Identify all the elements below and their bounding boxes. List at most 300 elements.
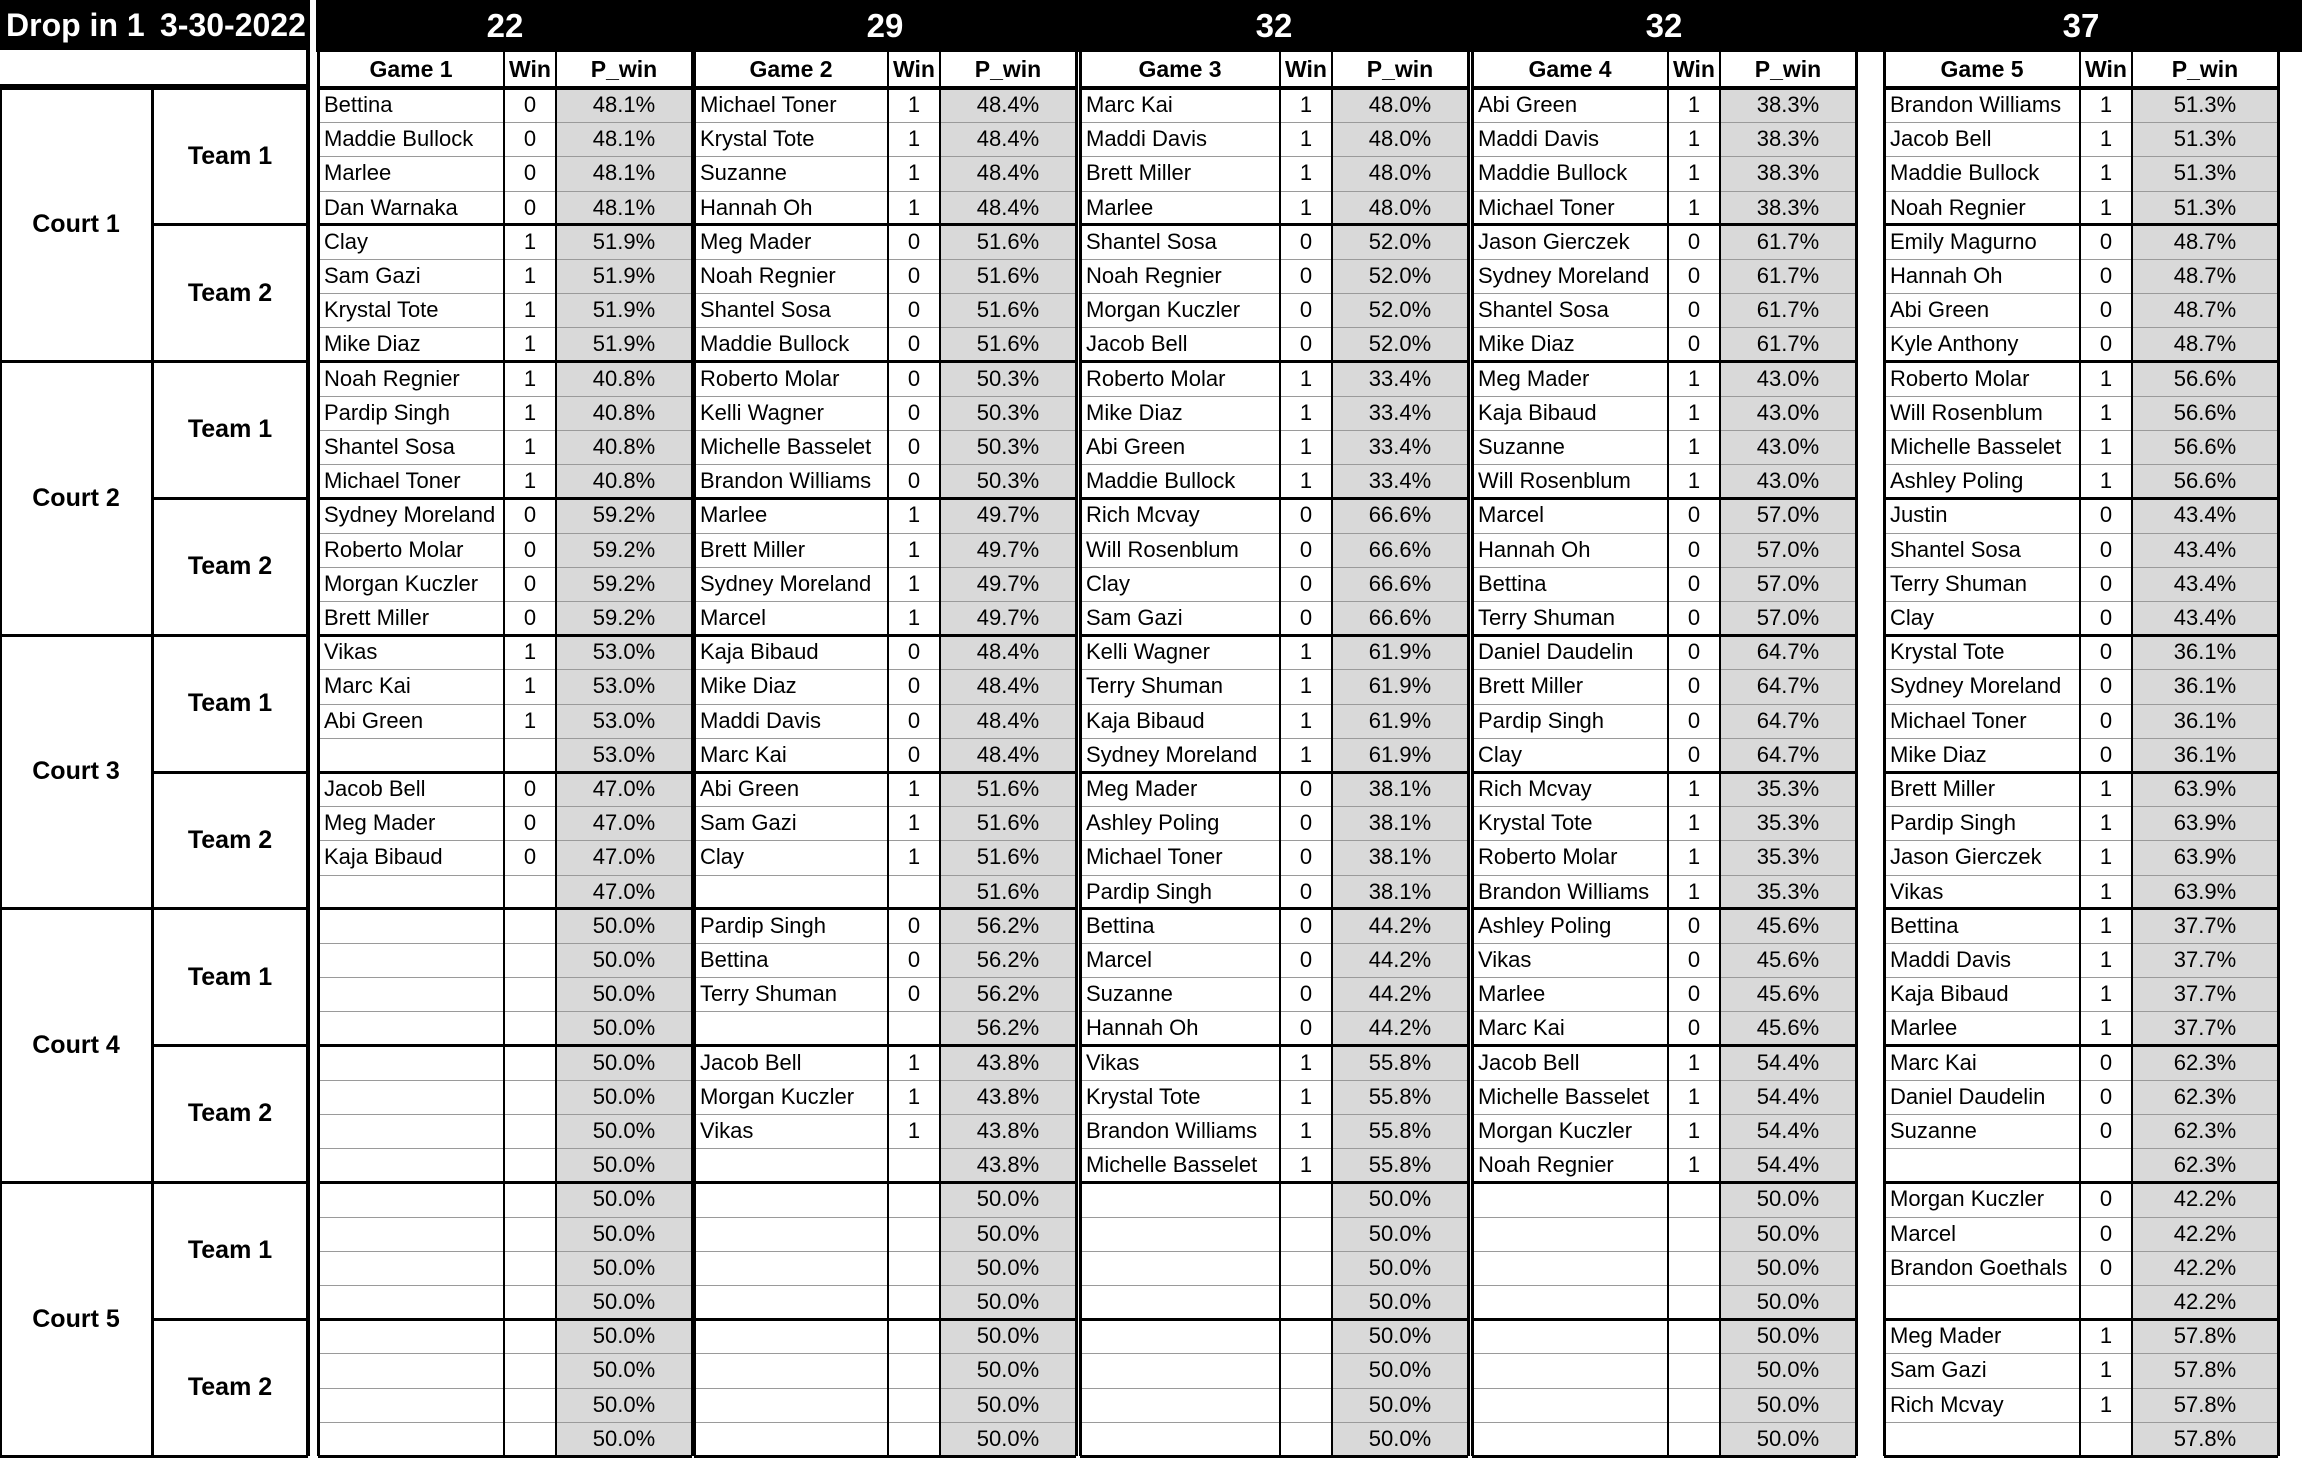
player-name-cell[interactable] bbox=[318, 1217, 504, 1251]
pwin-cell[interactable]: 42.2% bbox=[2132, 1182, 2278, 1216]
win-cell[interactable] bbox=[1668, 1285, 1720, 1319]
pwin-cell[interactable]: 50.0% bbox=[556, 977, 692, 1011]
win-cell[interactable]: 0 bbox=[888, 635, 940, 669]
win-cell[interactable]: 0 bbox=[1668, 704, 1720, 738]
pwin-cell[interactable]: 51.9% bbox=[556, 259, 692, 293]
win-cell[interactable]: 0 bbox=[1668, 1011, 1720, 1045]
player-name-cell[interactable]: Noah Regnier bbox=[1884, 191, 2080, 225]
player-name-cell[interactable] bbox=[318, 943, 504, 977]
pwin-cell[interactable]: 50.0% bbox=[1332, 1251, 1468, 1285]
pwin-cell[interactable]: 33.4% bbox=[1332, 430, 1468, 464]
player-name-cell[interactable]: Marc Kai bbox=[318, 669, 504, 703]
player-name-cell[interactable]: Ashley Poling bbox=[1884, 464, 2080, 498]
player-name-cell[interactable]: Brandon Williams bbox=[694, 464, 888, 498]
player-name-cell[interactable]: Marcel bbox=[1884, 1217, 2080, 1251]
pwin-cell[interactable]: 50.0% bbox=[556, 1388, 692, 1422]
win-cell[interactable] bbox=[1668, 1182, 1720, 1216]
win-cell[interactable]: 1 bbox=[2080, 362, 2132, 396]
pwin-cell[interactable]: 50.0% bbox=[940, 1319, 1076, 1353]
player-name-cell[interactable] bbox=[694, 1011, 888, 1045]
player-name-cell[interactable]: Roberto Molar bbox=[1472, 840, 1668, 874]
win-cell[interactable] bbox=[888, 1285, 940, 1319]
player-name-cell[interactable]: Pardip Singh bbox=[318, 396, 504, 430]
player-name-cell[interactable]: Emily Magurno bbox=[1884, 225, 2080, 259]
pwin-cell[interactable]: 50.0% bbox=[940, 1353, 1076, 1387]
pwin-cell[interactable]: 64.7% bbox=[1720, 669, 1856, 703]
win-cell[interactable] bbox=[1280, 1182, 1332, 1216]
win-cell[interactable]: 0 bbox=[1668, 293, 1720, 327]
win-cell[interactable]: 0 bbox=[504, 122, 556, 156]
win-cell[interactable]: 0 bbox=[1668, 327, 1720, 361]
pwin-cell[interactable]: 66.6% bbox=[1332, 567, 1468, 601]
win-cell[interactable]: 1 bbox=[1668, 396, 1720, 430]
player-name-cell[interactable]: Michelle Basselet bbox=[1884, 430, 2080, 464]
win-cell[interactable]: 0 bbox=[1668, 909, 1720, 943]
win-cell[interactable]: 1 bbox=[2080, 191, 2132, 225]
pwin-cell[interactable]: 61.7% bbox=[1720, 327, 1856, 361]
player-name-cell[interactable]: Pardip Singh bbox=[694, 909, 888, 943]
win-cell[interactable]: 0 bbox=[1280, 909, 1332, 943]
pwin-cell[interactable]: 51.3% bbox=[2132, 88, 2278, 122]
player-name-cell[interactable]: Marc Kai bbox=[1884, 1046, 2080, 1080]
win-cell[interactable] bbox=[1280, 1388, 1332, 1422]
player-name-cell[interactable]: Terry Shuman bbox=[1884, 567, 2080, 601]
win-cell[interactable]: 1 bbox=[888, 806, 940, 840]
pwin-cell[interactable]: 53.0% bbox=[556, 704, 692, 738]
player-name-cell[interactable]: Ashley Poling bbox=[1472, 909, 1668, 943]
pwin-cell[interactable]: 38.1% bbox=[1332, 875, 1468, 909]
win-cell[interactable]: 1 bbox=[1668, 772, 1720, 806]
player-name-cell[interactable]: Noah Regnier bbox=[318, 362, 504, 396]
pwin-cell[interactable]: 52.0% bbox=[1332, 259, 1468, 293]
pwin-cell[interactable]: 62.3% bbox=[2132, 1080, 2278, 1114]
player-name-cell[interactable]: Marlee bbox=[318, 156, 504, 190]
player-name-cell[interactable] bbox=[318, 977, 504, 1011]
pwin-cell[interactable]: 48.4% bbox=[940, 88, 1076, 122]
win-cell[interactable]: 0 bbox=[1280, 259, 1332, 293]
player-name-cell[interactable] bbox=[1472, 1285, 1668, 1319]
player-name-cell[interactable] bbox=[694, 1285, 888, 1319]
pwin-cell[interactable]: 50.0% bbox=[556, 1080, 692, 1114]
win-cell[interactable] bbox=[1280, 1353, 1332, 1387]
player-name-cell[interactable] bbox=[1080, 1422, 1280, 1456]
player-name-cell[interactable] bbox=[318, 1353, 504, 1387]
pwin-cell[interactable]: 43.8% bbox=[940, 1046, 1076, 1080]
pwin-cell[interactable]: 56.2% bbox=[940, 1011, 1076, 1045]
win-cell[interactable] bbox=[504, 1422, 556, 1456]
pwin-cell[interactable]: 50.0% bbox=[1332, 1285, 1468, 1319]
win-cell[interactable]: 1 bbox=[1668, 875, 1720, 909]
pwin-cell[interactable]: 50.3% bbox=[940, 464, 1076, 498]
win-cell[interactable] bbox=[1280, 1285, 1332, 1319]
win-cell[interactable]: 0 bbox=[2080, 1114, 2132, 1148]
win-cell[interactable] bbox=[1280, 1251, 1332, 1285]
win-cell[interactable] bbox=[504, 738, 556, 772]
pwin-cell[interactable]: 55.8% bbox=[1332, 1046, 1468, 1080]
player-name-cell[interactable]: Daniel Daudelin bbox=[1884, 1080, 2080, 1114]
player-name-cell[interactable]: Suzanne bbox=[1472, 430, 1668, 464]
player-name-cell[interactable] bbox=[694, 1217, 888, 1251]
player-name-cell[interactable]: Jacob Bell bbox=[318, 772, 504, 806]
player-name-cell[interactable]: Sam Gazi bbox=[1884, 1353, 2080, 1387]
pwin-cell[interactable]: 43.0% bbox=[1720, 464, 1856, 498]
player-name-cell[interactable]: Sam Gazi bbox=[1080, 601, 1280, 635]
win-cell[interactable]: 0 bbox=[888, 362, 940, 396]
player-name-cell[interactable]: Abi Green bbox=[318, 704, 504, 738]
pwin-cell[interactable]: 48.4% bbox=[940, 156, 1076, 190]
win-cell[interactable]: 1 bbox=[1280, 88, 1332, 122]
player-name-cell[interactable] bbox=[1080, 1319, 1280, 1353]
pwin-cell[interactable]: 43.4% bbox=[2132, 533, 2278, 567]
win-cell[interactable]: 1 bbox=[1668, 430, 1720, 464]
win-cell[interactable]: 0 bbox=[1280, 293, 1332, 327]
win-cell[interactable]: 0 bbox=[888, 943, 940, 977]
pwin-cell[interactable]: 55.8% bbox=[1332, 1148, 1468, 1182]
player-name-cell[interactable]: Suzanne bbox=[1080, 977, 1280, 1011]
pwin-cell[interactable]: 48.1% bbox=[556, 88, 692, 122]
win-cell[interactable] bbox=[888, 1251, 940, 1285]
player-name-cell[interactable] bbox=[1472, 1388, 1668, 1422]
player-name-cell[interactable] bbox=[318, 875, 504, 909]
player-name-cell[interactable]: Maddi Davis bbox=[1884, 943, 2080, 977]
win-cell[interactable]: 1 bbox=[504, 293, 556, 327]
win-cell[interactable]: 0 bbox=[1280, 327, 1332, 361]
pwin-cell[interactable]: 48.4% bbox=[940, 704, 1076, 738]
player-name-cell[interactable] bbox=[1472, 1217, 1668, 1251]
pwin-cell[interactable]: 51.6% bbox=[940, 293, 1076, 327]
win-cell[interactable]: 0 bbox=[1668, 669, 1720, 703]
player-name-cell[interactable]: Suzanne bbox=[694, 156, 888, 190]
player-name-cell[interactable] bbox=[694, 1422, 888, 1456]
win-cell[interactable]: 1 bbox=[1280, 156, 1332, 190]
win-cell[interactable]: 1 bbox=[2080, 1353, 2132, 1387]
player-name-cell[interactable] bbox=[1080, 1285, 1280, 1319]
win-cell[interactable]: 1 bbox=[2080, 772, 2132, 806]
win-cell[interactable] bbox=[1668, 1217, 1720, 1251]
win-cell[interactable]: 0 bbox=[1668, 635, 1720, 669]
win-cell[interactable]: 1 bbox=[2080, 1011, 2132, 1045]
player-name-cell[interactable]: Ashley Poling bbox=[1080, 806, 1280, 840]
pwin-cell[interactable]: 43.4% bbox=[2132, 498, 2278, 532]
pwin-cell[interactable]: 54.4% bbox=[1720, 1148, 1856, 1182]
player-name-cell[interactable] bbox=[318, 1148, 504, 1182]
pwin-cell[interactable]: 57.0% bbox=[1720, 498, 1856, 532]
pwin-cell[interactable]: 51.3% bbox=[2132, 156, 2278, 190]
player-name-cell[interactable]: Brandon Goethals bbox=[1884, 1251, 2080, 1285]
pwin-cell[interactable]: 35.3% bbox=[1720, 772, 1856, 806]
pwin-cell[interactable]: 48.1% bbox=[556, 191, 692, 225]
player-name-cell[interactable]: Jason Gierczek bbox=[1472, 225, 1668, 259]
win-cell[interactable] bbox=[1668, 1251, 1720, 1285]
pwin-cell[interactable]: 45.6% bbox=[1720, 1011, 1856, 1045]
win-cell[interactable] bbox=[888, 1217, 940, 1251]
win-cell[interactable]: 0 bbox=[2080, 738, 2132, 772]
win-cell[interactable]: 1 bbox=[1668, 464, 1720, 498]
player-name-cell[interactable]: Rich Mcvay bbox=[1884, 1388, 2080, 1422]
win-cell[interactable] bbox=[888, 1319, 940, 1353]
pwin-cell[interactable]: 38.1% bbox=[1332, 840, 1468, 874]
player-name-cell[interactable]: Maddie Bullock bbox=[1080, 464, 1280, 498]
player-name-cell[interactable]: Vikas bbox=[1080, 1046, 1280, 1080]
pwin-cell[interactable]: 43.8% bbox=[940, 1148, 1076, 1182]
player-name-cell[interactable]: Michael Toner bbox=[1080, 840, 1280, 874]
pwin-cell[interactable]: 36.1% bbox=[2132, 704, 2278, 738]
pwin-cell[interactable]: 50.0% bbox=[1332, 1422, 1468, 1456]
win-cell[interactable] bbox=[504, 909, 556, 943]
win-cell[interactable] bbox=[888, 875, 940, 909]
player-name-cell[interactable]: Sam Gazi bbox=[694, 806, 888, 840]
win-cell[interactable] bbox=[504, 1114, 556, 1148]
win-cell[interactable]: 1 bbox=[1280, 396, 1332, 430]
player-name-cell[interactable]: Mike Diaz bbox=[1080, 396, 1280, 430]
pwin-cell[interactable]: 50.0% bbox=[556, 1182, 692, 1216]
player-name-cell[interactable]: Morgan Kuczler bbox=[1472, 1114, 1668, 1148]
pwin-cell[interactable]: 37.7% bbox=[2132, 1011, 2278, 1045]
win-cell[interactable]: 1 bbox=[888, 840, 940, 874]
win-cell[interactable]: 0 bbox=[2080, 1182, 2132, 1216]
pwin-cell[interactable]: 50.0% bbox=[556, 1319, 692, 1353]
pwin-cell[interactable]: 48.4% bbox=[940, 669, 1076, 703]
win-cell[interactable]: 0 bbox=[2080, 1251, 2132, 1285]
player-name-cell[interactable]: Mike Diaz bbox=[1884, 738, 2080, 772]
pwin-cell[interactable]: 50.0% bbox=[1720, 1388, 1856, 1422]
win-cell[interactable]: 0 bbox=[888, 977, 940, 1011]
player-name-cell[interactable] bbox=[318, 1285, 504, 1319]
win-cell[interactable]: 1 bbox=[1280, 122, 1332, 156]
player-name-cell[interactable]: Sydney Moreland bbox=[694, 567, 888, 601]
win-cell[interactable] bbox=[504, 1217, 556, 1251]
player-name-cell[interactable]: Noah Regnier bbox=[1080, 259, 1280, 293]
win-cell[interactable]: 0 bbox=[2080, 601, 2132, 635]
player-name-cell[interactable] bbox=[318, 1182, 504, 1216]
player-name-cell[interactable]: Abi Green bbox=[1884, 293, 2080, 327]
win-cell[interactable]: 1 bbox=[1668, 840, 1720, 874]
win-cell[interactable]: 1 bbox=[504, 396, 556, 430]
win-cell[interactable]: 1 bbox=[888, 122, 940, 156]
player-name-cell[interactable] bbox=[1884, 1285, 2080, 1319]
pwin-cell[interactable]: 50.0% bbox=[1332, 1353, 1468, 1387]
pwin-cell[interactable]: 50.0% bbox=[940, 1285, 1076, 1319]
win-cell[interactable]: 1 bbox=[1280, 669, 1332, 703]
player-name-cell[interactable]: Kaja Bibaud bbox=[1472, 396, 1668, 430]
pwin-cell[interactable]: 57.0% bbox=[1720, 601, 1856, 635]
win-cell[interactable]: 1 bbox=[504, 704, 556, 738]
player-name-cell[interactable]: Jacob Bell bbox=[694, 1046, 888, 1080]
player-name-cell[interactable]: Mike Diaz bbox=[694, 669, 888, 703]
win-cell[interactable]: 0 bbox=[1280, 533, 1332, 567]
win-cell[interactable]: 1 bbox=[1280, 430, 1332, 464]
win-cell[interactable]: 0 bbox=[2080, 1080, 2132, 1114]
pwin-cell[interactable]: 45.6% bbox=[1720, 977, 1856, 1011]
player-name-cell[interactable]: Rich Mcvay bbox=[1472, 772, 1668, 806]
win-cell[interactable]: 1 bbox=[1668, 362, 1720, 396]
pwin-cell[interactable]: 50.0% bbox=[556, 1148, 692, 1182]
win-cell[interactable]: 0 bbox=[1280, 1011, 1332, 1045]
pwin-cell[interactable]: 64.7% bbox=[1720, 635, 1856, 669]
player-name-cell[interactable] bbox=[1080, 1251, 1280, 1285]
win-cell[interactable]: 0 bbox=[1668, 533, 1720, 567]
pwin-cell[interactable]: 52.0% bbox=[1332, 327, 1468, 361]
pwin-cell[interactable]: 50.0% bbox=[556, 943, 692, 977]
player-name-cell[interactable]: Brandon Williams bbox=[1472, 875, 1668, 909]
win-cell[interactable]: 0 bbox=[2080, 327, 2132, 361]
win-cell[interactable] bbox=[504, 1182, 556, 1216]
pwin-cell[interactable]: 43.8% bbox=[940, 1114, 1076, 1148]
win-cell[interactable]: 1 bbox=[2080, 875, 2132, 909]
pwin-cell[interactable]: 50.0% bbox=[556, 1285, 692, 1319]
pwin-cell[interactable]: 51.6% bbox=[940, 840, 1076, 874]
win-cell[interactable]: 1 bbox=[1668, 1046, 1720, 1080]
win-cell[interactable]: 0 bbox=[1668, 943, 1720, 977]
pwin-cell[interactable]: 40.8% bbox=[556, 396, 692, 430]
win-cell[interactable]: 0 bbox=[888, 704, 940, 738]
win-cell[interactable]: 0 bbox=[504, 156, 556, 190]
win-cell[interactable]: 0 bbox=[504, 498, 556, 532]
player-name-cell[interactable] bbox=[1472, 1319, 1668, 1353]
pwin-cell[interactable]: 50.0% bbox=[940, 1422, 1076, 1456]
pwin-cell[interactable]: 48.0% bbox=[1332, 122, 1468, 156]
win-cell[interactable]: 1 bbox=[888, 191, 940, 225]
player-name-cell[interactable]: Jacob Bell bbox=[1884, 122, 2080, 156]
pwin-cell[interactable]: 55.8% bbox=[1332, 1080, 1468, 1114]
pwin-cell[interactable]: 50.0% bbox=[556, 1114, 692, 1148]
win-cell[interactable]: 1 bbox=[2080, 464, 2132, 498]
pwin-cell[interactable]: 50.3% bbox=[940, 362, 1076, 396]
player-name-cell[interactable]: Kaja Bibaud bbox=[1080, 704, 1280, 738]
player-name-cell[interactable] bbox=[694, 1148, 888, 1182]
win-cell[interactable] bbox=[2080, 1422, 2132, 1456]
player-name-cell[interactable]: Abi Green bbox=[1472, 88, 1668, 122]
player-name-cell[interactable]: Mike Diaz bbox=[318, 327, 504, 361]
win-cell[interactable]: 1 bbox=[888, 567, 940, 601]
pwin-cell[interactable]: 51.6% bbox=[940, 327, 1076, 361]
pwin-cell[interactable]: 57.8% bbox=[2132, 1422, 2278, 1456]
player-name-cell[interactable] bbox=[1472, 1251, 1668, 1285]
pwin-cell[interactable]: 59.2% bbox=[556, 567, 692, 601]
pwin-cell[interactable]: 51.3% bbox=[2132, 122, 2278, 156]
pwin-cell[interactable]: 43.0% bbox=[1720, 396, 1856, 430]
pwin-cell[interactable]: 48.0% bbox=[1332, 191, 1468, 225]
player-name-cell[interactable]: Michelle Basselet bbox=[1080, 1148, 1280, 1182]
pwin-cell[interactable]: 43.0% bbox=[1720, 430, 1856, 464]
win-cell[interactable]: 1 bbox=[888, 156, 940, 190]
win-cell[interactable]: 1 bbox=[1280, 635, 1332, 669]
pwin-cell[interactable]: 33.4% bbox=[1332, 362, 1468, 396]
win-cell[interactable]: 0 bbox=[1280, 225, 1332, 259]
win-cell[interactable] bbox=[888, 1422, 940, 1456]
player-name-cell[interactable]: Krystal Tote bbox=[694, 122, 888, 156]
pwin-cell[interactable]: 36.1% bbox=[2132, 738, 2278, 772]
win-cell[interactable]: 0 bbox=[2080, 567, 2132, 601]
pwin-cell[interactable]: 62.3% bbox=[2132, 1114, 2278, 1148]
player-name-cell[interactable] bbox=[694, 1319, 888, 1353]
win-cell[interactable]: 1 bbox=[2080, 1388, 2132, 1422]
pwin-cell[interactable]: 37.7% bbox=[2132, 943, 2278, 977]
win-cell[interactable]: 0 bbox=[1280, 875, 1332, 909]
pwin-cell[interactable]: 53.0% bbox=[556, 635, 692, 669]
player-name-cell[interactable]: Hannah Oh bbox=[1884, 259, 2080, 293]
win-cell[interactable]: 0 bbox=[1668, 259, 1720, 293]
win-cell[interactable]: 0 bbox=[1668, 498, 1720, 532]
player-name-cell[interactable]: Michelle Basselet bbox=[694, 430, 888, 464]
win-cell[interactable]: 1 bbox=[2080, 1319, 2132, 1353]
pwin-cell[interactable]: 35.3% bbox=[1720, 806, 1856, 840]
player-name-cell[interactable] bbox=[318, 1251, 504, 1285]
pwin-cell[interactable]: 64.7% bbox=[1720, 704, 1856, 738]
win-cell[interactable]: 1 bbox=[888, 1046, 940, 1080]
pwin-cell[interactable]: 55.8% bbox=[1332, 1114, 1468, 1148]
win-cell[interactable]: 0 bbox=[504, 88, 556, 122]
player-name-cell[interactable]: Kaja Bibaud bbox=[694, 635, 888, 669]
pwin-cell[interactable]: 35.3% bbox=[1720, 840, 1856, 874]
player-name-cell[interactable]: Bettina bbox=[1080, 909, 1280, 943]
player-name-cell[interactable] bbox=[318, 909, 504, 943]
win-cell[interactable] bbox=[888, 1148, 940, 1182]
player-name-cell[interactable]: Jason Gierczek bbox=[1884, 840, 2080, 874]
pwin-cell[interactable]: 50.0% bbox=[1720, 1251, 1856, 1285]
player-name-cell[interactable]: Abi Green bbox=[694, 772, 888, 806]
pwin-cell[interactable]: 50.0% bbox=[1720, 1182, 1856, 1216]
pwin-cell[interactable]: 43.4% bbox=[2132, 601, 2278, 635]
player-name-cell[interactable] bbox=[318, 1388, 504, 1422]
player-name-cell[interactable]: Dan Warnaka bbox=[318, 191, 504, 225]
player-name-cell[interactable] bbox=[318, 738, 504, 772]
player-name-cell[interactable] bbox=[1884, 1422, 2080, 1456]
win-cell[interactable]: 1 bbox=[1668, 191, 1720, 225]
player-name-cell[interactable]: Maddi Davis bbox=[1472, 122, 1668, 156]
pwin-cell[interactable]: 47.0% bbox=[556, 840, 692, 874]
player-name-cell[interactable]: Clay bbox=[1080, 567, 1280, 601]
win-cell[interactable] bbox=[2080, 1285, 2132, 1319]
player-name-cell[interactable]: Vikas bbox=[318, 635, 504, 669]
win-cell[interactable]: 0 bbox=[504, 191, 556, 225]
pwin-cell[interactable]: 51.6% bbox=[940, 875, 1076, 909]
win-cell[interactable]: 1 bbox=[888, 88, 940, 122]
win-cell[interactable]: 1 bbox=[1668, 1080, 1720, 1114]
win-cell[interactable]: 0 bbox=[2080, 1217, 2132, 1251]
player-name-cell[interactable]: Morgan Kuczler bbox=[1080, 293, 1280, 327]
pwin-cell[interactable]: 43.0% bbox=[1720, 362, 1856, 396]
win-cell[interactable]: 1 bbox=[1280, 1114, 1332, 1148]
player-name-cell[interactable]: Marlee bbox=[1080, 191, 1280, 225]
pwin-cell[interactable]: 54.4% bbox=[1720, 1080, 1856, 1114]
pwin-cell[interactable]: 66.6% bbox=[1332, 601, 1468, 635]
player-name-cell[interactable]: Vikas bbox=[1472, 943, 1668, 977]
pwin-cell[interactable]: 38.3% bbox=[1720, 122, 1856, 156]
player-name-cell[interactable]: Michael Toner bbox=[318, 464, 504, 498]
pwin-cell[interactable]: 63.9% bbox=[2132, 875, 2278, 909]
pwin-cell[interactable]: 50.0% bbox=[1720, 1285, 1856, 1319]
win-cell[interactable]: 0 bbox=[2080, 704, 2132, 738]
win-cell[interactable]: 1 bbox=[2080, 88, 2132, 122]
win-cell[interactable] bbox=[504, 1285, 556, 1319]
pwin-cell[interactable]: 48.4% bbox=[940, 635, 1076, 669]
pwin-cell[interactable]: 63.9% bbox=[2132, 772, 2278, 806]
player-name-cell[interactable]: Pardip Singh bbox=[1472, 704, 1668, 738]
pwin-cell[interactable]: 48.1% bbox=[556, 156, 692, 190]
pwin-cell[interactable]: 36.1% bbox=[2132, 635, 2278, 669]
player-name-cell[interactable] bbox=[318, 1319, 504, 1353]
player-name-cell[interactable]: Bettina bbox=[1472, 567, 1668, 601]
pwin-cell[interactable]: 48.7% bbox=[2132, 259, 2278, 293]
win-cell[interactable] bbox=[1668, 1353, 1720, 1387]
pwin-cell[interactable]: 61.7% bbox=[1720, 293, 1856, 327]
win-cell[interactable]: 1 bbox=[2080, 156, 2132, 190]
pwin-cell[interactable]: 56.6% bbox=[2132, 396, 2278, 430]
pwin-cell[interactable]: 51.6% bbox=[940, 772, 1076, 806]
pwin-cell[interactable]: 52.0% bbox=[1332, 293, 1468, 327]
player-name-cell[interactable]: Pardip Singh bbox=[1884, 806, 2080, 840]
